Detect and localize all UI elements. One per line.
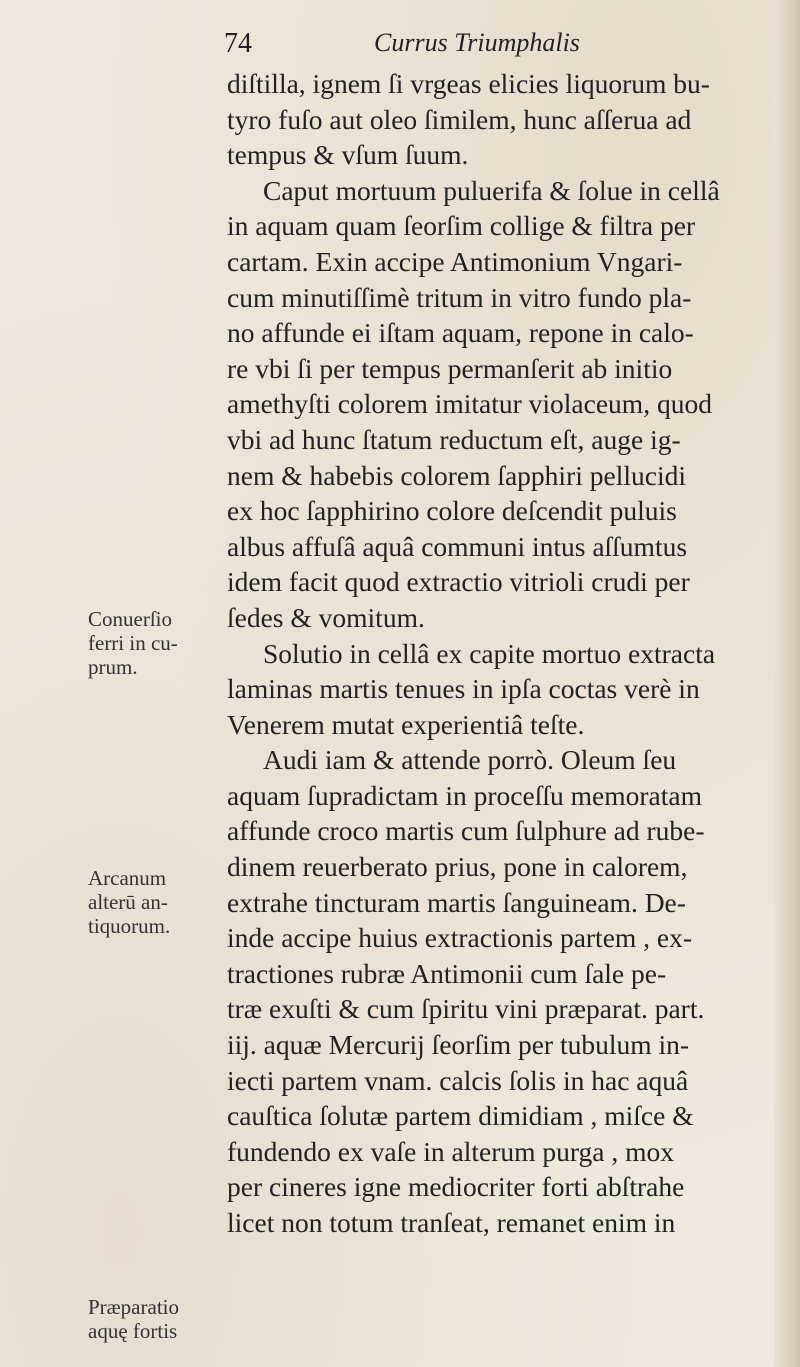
text-line: Caput mortuum puluerifa & ſolue in cellâ — [263, 174, 720, 206]
text-line: iecti partem vnam. calcis ſolis in hac aquâ — [227, 1064, 689, 1096]
text-line: in aquam quam ſeorſim collige & filtra per — [227, 210, 696, 242]
running-title: Currus Triumphalis — [374, 28, 580, 57]
text-line: extrahe tincturam martis ſanguineam. De- — [227, 886, 686, 918]
text-line: amethyſti colorem imitatur violaceum, quod — [227, 388, 712, 420]
text-line: fundendo ex vaſe in alterum purga , mox — [227, 1135, 675, 1167]
marginal-line: alterū an- — [88, 890, 168, 914]
text-line: inde accipe huius extractionis partem , ex- — [227, 922, 693, 954]
text-line: Solutio in cellâ ex capite mortuo extracta — [263, 637, 716, 669]
text-line: albus affuſâ aquâ communi intus aſſumtus — [227, 530, 688, 562]
text-line: cum minutiſſimè tritum in vitro fundo pla- — [227, 281, 692, 313]
marginal-note-praeparatio — [88, 1295, 179, 1343]
text-line: iij. aquæ Mercurij ſeorſim per tubulum in- — [227, 1029, 690, 1061]
page-header — [224, 28, 744, 68]
text-line: Venerem mutat experientiâ teſte. — [227, 708, 585, 740]
text-line: tyro fuſo aut oleo ſimilem, hunc aſſerua ad — [227, 103, 692, 135]
marginal-note-conversio — [88, 607, 178, 679]
text-line: cartam. Exin accipe Antimonium Vngari- — [227, 245, 683, 277]
marginal-line: Conuerſio — [88, 607, 172, 631]
text-line: idem facit quod extractio vitrioli crudi per — [227, 566, 690, 598]
text-line: træ exuſti & cum ſpiritu vini præparat. part. — [227, 993, 705, 1025]
text-line: ex hoc ſapphirino colore deſcendit puluis — [227, 495, 677, 527]
text-line: tractiones rubræ Antimonii cum ſale pe- — [227, 957, 667, 989]
body-text — [227, 66, 767, 1241]
marginal-line: ferri in cu- — [88, 631, 178, 655]
marginal-line: aquę fortis — [88, 1319, 178, 1343]
text-line: cauſtica ſolutæ partem dimidiam , miſce & — [227, 1100, 694, 1132]
text-line: re vbi ſi per tempus permanſerit ab initio — [227, 352, 673, 384]
text-line: licet non totum tranſeat, remanet enim in — [227, 1207, 676, 1238]
marginal-note-arcanum — [88, 866, 170, 938]
text-line: no affunde ei iſtam aquam, repone in calo- — [227, 317, 694, 349]
text-line: Audi iam & attende porrò. Oleum ſeu — [263, 744, 677, 776]
marginal-line: prum. — [88, 655, 138, 679]
text-line: affunde croco martis cum ſulphure ad rube- — [227, 815, 705, 847]
text-line: laminas martis tenues in ipſa coctas verè in — [227, 673, 700, 705]
text-line: dinem reuerberato prius, pone in calorem, — [227, 851, 688, 883]
text-line: tempus & vſum ſuum. — [227, 139, 469, 171]
page-edge — [774, 0, 800, 1367]
text-line: per cineres igne mediocriter forti abſtrahe — [227, 1171, 685, 1203]
text-line: aquam ſupradictam in proceſſu memoratam — [227, 779, 702, 811]
marginal-line: tiquorum. — [88, 914, 171, 938]
text-line: ſedes & vomitum. — [227, 601, 425, 633]
text-line: nem & habebis colorem ſapphiri pellucidi — [227, 459, 686, 491]
marginal-line: Arcanum — [88, 866, 167, 890]
text-line: vbi ad hunc ſtatum reductum eſt, auge ig- — [227, 423, 681, 455]
page-number: 74 — [224, 28, 252, 59]
text-line: diſtilla, ignem ſi vrgeas elicies liquorum bu- — [227, 68, 710, 99]
marginal-line: Præparatio — [88, 1295, 179, 1319]
